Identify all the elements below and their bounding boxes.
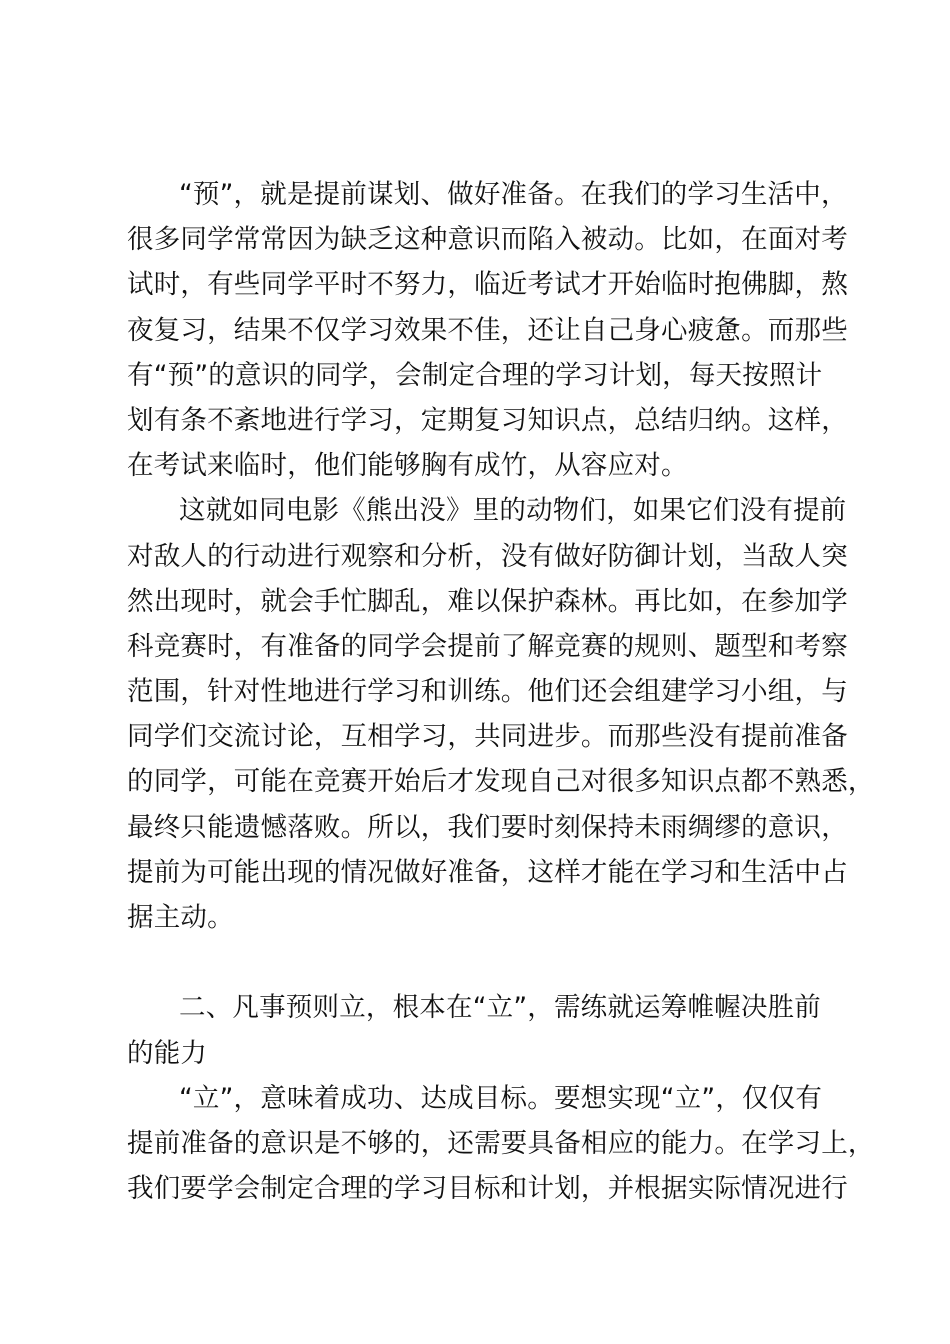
- text-line: 划有条不紊地进行学习，定期复习知识点，总结归纳。这样，: [127, 404, 848, 436]
- text-line: 提前为可能出现的情况做好准备，这样才能在学习和生活中占: [127, 856, 848, 888]
- text-line: 对敌人的行动进行观察和分析，没有做好防御计划，当敌人突: [127, 540, 848, 572]
- text-line: 最终只能遗憾落败。所以，我们要时刻保持未雨绸缪的意识，: [127, 811, 848, 843]
- paragraph-example: [127, 488, 875, 985]
- text-line: 然出现时，就会手忙脚乱，难以保护森林。再比如，在参加学: [127, 585, 848, 617]
- section-heading: [127, 985, 847, 1075]
- text-line: 我们要学会制定合理的学习目标和计划，并根据实际情况进行: [127, 1173, 848, 1205]
- text-line: 这就如同电影《熊出没》里的动物们，如果它们没有提前: [179, 495, 847, 527]
- text-line: 提前准备的意识是不够的，还需要具备相应的能力。在学习上，: [127, 1127, 875, 1159]
- document-body: [127, 172, 875, 1211]
- text-line: 同学们交流讨论，互相学习，共同进步。而那些没有提前准备: [127, 721, 848, 753]
- text-line: “立”，意味着成功、达成目标。要想实现“立”，仅仅有: [179, 1082, 823, 1114]
- heading-line: 的能力: [127, 1037, 208, 1069]
- text-line: 科竞赛时，有准备的同学会提前了解竞赛的规则、题型和考察: [127, 630, 848, 662]
- text-line: 很多同学常常因为缺乏这种意识而陷入被动。比如，在面对考: [127, 224, 848, 256]
- text-line: 范围，针对性地进行学习和训练。他们还会组建学习小组，与: [127, 676, 848, 708]
- paragraph-establish: [127, 1076, 875, 1212]
- text-line: “预”，就是提前谋划、做好准备。在我们的学习生活中，: [179, 179, 848, 210]
- text-line: 试时，有些同学平时不努力，临近考试才开始临时抱佛脚，熬: [127, 269, 848, 301]
- text-line: 夜复习，结果不仅学习效果不佳，还让自己身心疲惫。而那些: [127, 314, 848, 346]
- text-line: 的同学，可能在竞赛开始后才发现自己对很多知识点都不熟悉，: [127, 766, 875, 798]
- heading-line: 二、凡事预则立，根本在“立”，需练就运筹帷幄决胜前: [179, 992, 821, 1024]
- text-line: 有“预”的意识的同学，会制定合理的学习计划，每天按照计: [127, 359, 823, 391]
- text-line: 在考试来临时，他们能够胸有成竹，从容应对。: [127, 450, 688, 482]
- text-line: [127, 940, 847, 985]
- paragraph-preparation: [127, 172, 847, 488]
- text-line: 据主动。: [127, 902, 234, 933]
